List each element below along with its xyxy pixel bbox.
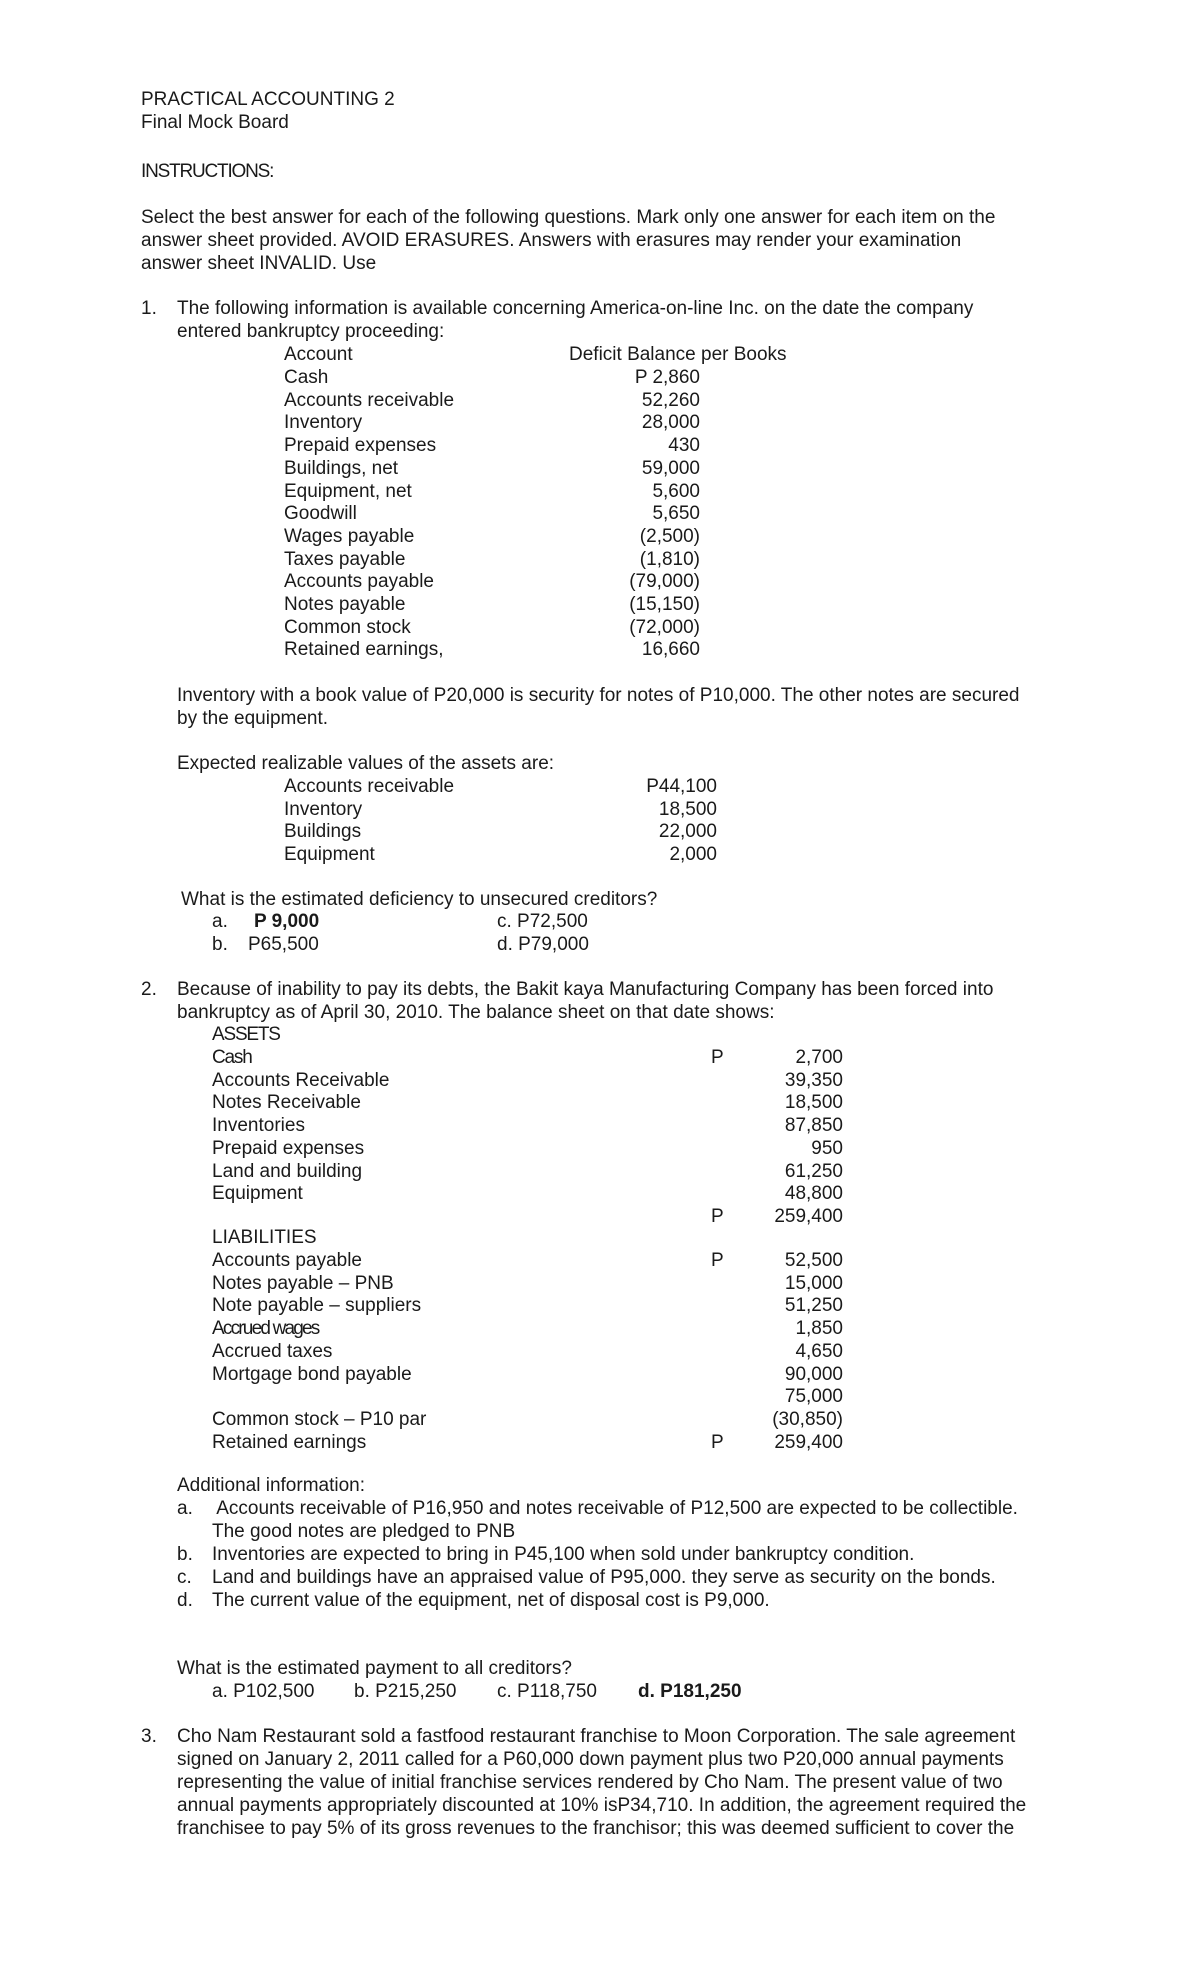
q1-account-name: Notes payable [284,594,406,615]
q1-realizable-intro: Expected realizable values of the assets are: [177,753,555,774]
q1-choice-a: P 9,000 [254,911,320,932]
q3-number: 3. [141,1726,157,1747]
q2-stem: Because of inability to pay its debts, the Bakit kaya Manufacturing Company has been forced into [177,979,994,1000]
q2-additional-label: a. [177,1498,193,1519]
q2-choice-b: b. P215,250 [354,1681,457,1702]
q1-choice-b-label: b. [212,934,228,955]
q2-choice-c: c. P118,750 [497,1681,598,1702]
q2-liability-value: 259,400 [774,1431,843,1453]
q2-additional-label: Additional information: [177,1475,365,1496]
q2-liability-name: Accounts payable [212,1250,362,1271]
q2-liability-name: Common stock – P10 par [212,1408,427,1430]
q2-liabilities-label: LIABILITIES [212,1227,317,1248]
q2-liability-name: Retained earnings [212,1431,367,1453]
q1-account-value: (72,000) [629,616,700,638]
q1-account-value: 5,600 [652,480,700,502]
q2-liability-value: 52,500 [784,1250,843,1271]
q2-asset-p: P [711,1047,724,1068]
q2-liability-value: 75,000 [784,1386,843,1408]
q1-col-account: Account [284,344,353,365]
q1-col-balance: Deficit Balance per Books [569,344,787,365]
instructions-line: Select the best answer for each of the following questions. Mark only one answer for each item on the [141,207,996,228]
q1-account-value: P 2,860 [634,367,700,388]
q1-account-name: Retained earnings, [284,639,444,661]
q1-account-name: Common stock [284,616,411,638]
q2-asset-value: 61,250 [784,1160,843,1182]
q1-choice-c: c. P72,500 [497,911,588,932]
q1-account-value: (15,150) [629,594,700,615]
q2-additional-text: The good notes are pledged to PNB [212,1521,516,1542]
q1-account-value: 16,660 [641,639,700,661]
q2-choice-a: a. P102,500 [212,1681,315,1702]
q2-question: What is the estimated payment to all creditors? [177,1658,572,1679]
q2-liability-value: 51,250 [784,1295,843,1317]
q2-stem: bankruptcy as of April 30, 2010. The balance sheet on that date shows: [177,1002,775,1023]
q2-asset-value: 39,350 [784,1069,843,1091]
q3-stem: Cho Nam Restaurant sold a fastfood restaurant franchise to Moon Corporation. The sale agreement [177,1726,1016,1747]
q2-liability-name: Note payable – suppliers [212,1295,422,1317]
q3-stem: signed on January 2, 2011 called for a P60,000 down payment plus two P20,000 annual payments [177,1749,1004,1770]
q2-asset-value: 48,800 [784,1183,843,1205]
q1-account-name: Equipment, net [284,480,412,502]
q2-asset-name: Inventories [212,1115,305,1137]
q1-account-name: Accounts receivable [284,389,455,411]
q1-number: 1. [141,298,157,319]
q1-realizable-value: 2,000 [669,844,717,866]
q1-realizable-value: 22,000 [658,821,717,843]
q2-number: 2. [141,979,157,1000]
q2-asset-name: Equipment [212,1183,303,1205]
q2-asset-name: Accounts Receivable [212,1069,390,1091]
q1-account-value: (2,500) [639,525,700,547]
q2-additional-label: c. [177,1567,192,1588]
q2-liability-value: 4,650 [795,1340,843,1362]
q2-liability-name: Notes payable – PNB [212,1272,394,1294]
q3-stem: franchisee to pay 5% of its gross revenues to the franchisor; this was deemed sufficient to cover the [177,1818,1015,1839]
q1-choice-b: P65,500 [248,934,319,955]
q2-asset-p: P [711,1205,724,1227]
q1-account-value: 28,000 [641,412,700,434]
q2-asset-value: 87,850 [784,1115,843,1137]
q2-asset-value: 950 [811,1137,843,1159]
q1-account-name: Goodwill [284,503,357,525]
q2-liability-name: Accrued taxes [212,1340,333,1362]
q1-realizable-name: Accounts receivable [284,776,455,797]
doc-title: PRACTICAL ACCOUNTING 2 [141,89,395,110]
q2-additional-label: b. [177,1544,193,1565]
q1-account-value: 52,260 [641,389,700,411]
q2-liability-name: Accrued wages [212,1318,319,1340]
instructions-line: answer sheet INVALID. Use [141,253,377,274]
q1-account-name: Taxes payable [284,548,406,570]
q2-liability-value: 90,000 [784,1363,843,1385]
q2-choice-d: d. P181,250 [638,1681,742,1702]
q2-liability-p: P [711,1250,724,1271]
q1-account-name: Buildings, net [284,457,399,479]
q1-account-value: (79,000) [629,571,700,593]
q1-realizable-name: Equipment [284,844,375,866]
q1-choice-a-label: a. [212,911,228,932]
q2-additional-text: Accounts receivable of P16,950 and notes receivable of P12,500 are expected to be collectible. [212,1498,1018,1519]
q3-stem: representing the value of initial franchise services rendered by Cho Nam. The present value of two [177,1772,1003,1793]
q2-additional-label: d. [177,1590,193,1611]
q2-asset-name: Notes Receivable [212,1092,361,1114]
q2-asset-value: 2,700 [795,1047,843,1068]
q2-liability-value: (30,850) [772,1408,843,1430]
q2-liability-value: 1,850 [795,1318,843,1340]
q1-choice-d: d. P79,000 [497,934,589,955]
q2-asset-name: Land and building [212,1160,363,1182]
q3-stem: annual payments appropriately discounted at 10% isP34,710. In addition, the agreement required the [177,1795,1027,1816]
q2-asset-name: Cash [212,1047,252,1068]
q2-additional-text: Inventories are expected to bring in P45,100 when sold under bankruptcy condition. [212,1544,915,1565]
q1-note: by the equipment. [177,708,329,729]
instructions-label: INSTRUCTIONS: [141,161,274,182]
q1-question: What is the estimated deficiency to unsecured creditors? [181,889,658,910]
q1-account-value: 5,650 [652,503,700,525]
q2-asset-name: Prepaid expenses [212,1137,365,1159]
q2-additional-text: The current value of the equipment, net of disposal cost is P9,000. [212,1590,770,1611]
q1-realizable-value: 18,500 [658,798,717,820]
q2-assets-label: ASSETS [212,1024,280,1045]
q2-additional-text: Land and buildings have an appraised value of P95,000. they serve as security on the bonds. [212,1567,996,1588]
q2-liability-p: P [711,1431,724,1453]
q1-account-value: (1,810) [639,548,700,570]
q2-asset-value: 18,500 [784,1092,843,1114]
q2-liability-name: Mortgage bond payable [212,1363,412,1385]
q1-account-value: 430 [668,435,700,457]
q1-note: Inventory with a book value of P20,000 is security for notes of P10,000. The other notes are secured [177,685,1020,706]
q1-account-value: 59,000 [641,457,700,479]
doc-subtitle: Final Mock Board [141,112,289,133]
q1-realizable-name: Inventory [284,798,363,820]
instructions-line: answer sheet provided. AVOID ERASURES. Answers with erasures may render your examination [141,230,962,251]
q1-account-name: Cash [284,367,329,388]
q1-stem: The following information is available concerning America-on-line Inc. on the date the company [177,298,974,319]
q1-account-name: Wages payable [284,525,415,547]
q2-asset-value: 259,400 [774,1205,843,1227]
q1-stem: entered bankruptcy proceeding: [177,321,445,342]
q1-realizable-value: P44,100 [646,776,717,797]
q1-account-name: Inventory [284,412,363,434]
q2-liability-value: 15,000 [784,1272,843,1294]
q1-account-name: Accounts payable [284,571,434,593]
q1-account-name: Prepaid expenses [284,435,437,457]
q1-realizable-name: Buildings [284,821,362,843]
